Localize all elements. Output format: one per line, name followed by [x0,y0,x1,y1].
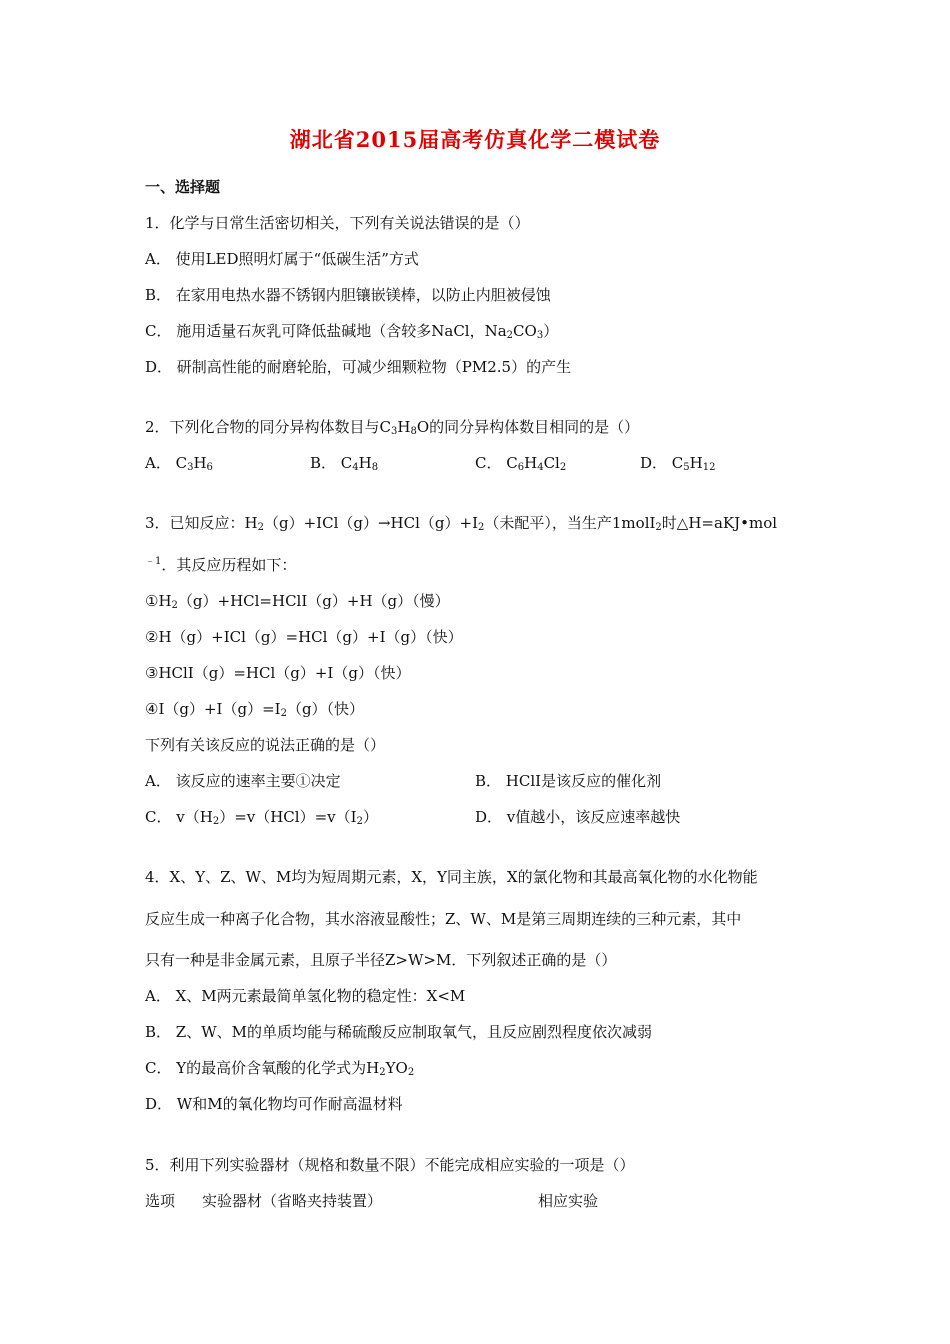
text: H [193,454,207,472]
text: ④I（g）+I（g）=I [145,700,281,718]
q3-option-b: B． HClI是该反应的催化剂 [475,772,662,790]
text: C． v（H [145,808,213,826]
text: ）=v（HCl）=v（I [219,808,357,826]
text: B． C [310,454,353,472]
text: C． C [475,454,518,472]
text: H [689,454,703,472]
subscript: 2 [257,522,265,533]
subscript: 3 [187,462,194,473]
q3-step-2: ②H（g）+ICl（g）=HCl（g）+I（g）（快） [145,628,463,646]
section-heading: 一、选择题 [145,178,221,196]
text: （未配平），当生产1molI [484,514,656,532]
subscript: 2 [356,816,363,827]
text: D． C [640,454,684,472]
text: C． Y的最高价含氧酸的化学式为H [145,1059,380,1077]
subscript: 8 [371,462,379,473]
text: （g）+ICl（g）→HCl（g）+I [264,514,479,532]
subscript: 2 [478,522,485,533]
q1-option-d: D． 研制高性能的耐磨轮胎，可减少细颗粒物（PM2.5）的产生 [145,358,572,376]
q4-stem-line1: 4．X、Y、Z、W、M均为短周期元素，X，Y同主族，X的氯化物和其最高氧化物的水化物能 [145,868,758,886]
subscript: 6 [517,462,525,473]
q5-stem: 5．利用下列实验器材（规格和数量不限）不能完成相应实验的一项是（） [145,1156,635,1174]
page-title: 湖北省2015届高考仿真化学二模试卷 [289,127,661,152]
q4-option-a: A． X、M两元素最简单氢化物的稳定性：X<M [145,987,466,1005]
q1-stem: 1．化学与日常生活密切相关，下列有关说法错误的是（） [145,214,530,232]
subscript: 4 [537,462,544,473]
text: Cl [543,454,560,472]
text: 时△H=aKJ•mol [661,514,778,532]
subscript: 3 [536,330,544,341]
subscript: 5 [683,462,690,473]
q3-stem2: 下列有关该反应的说法正确的是（） [145,736,386,754]
subscript: 2 [212,816,220,827]
q4-stem-line3: 只有一种是非金属元素，且原子半径Z>W>M．下列叙述正确的是（） [145,951,617,969]
q2-option-a [145,453,213,473]
text: ） [362,808,378,826]
q3-stem-line2 [145,555,296,575]
q2-option-b [310,453,378,473]
text: CO [513,322,537,340]
subscript: 2 [407,1067,415,1078]
subscript: 12 [702,462,716,473]
q3-stem-line1 [145,513,777,533]
text: ①H [145,592,172,610]
q2-stem [145,417,639,437]
text: 3．已知反应：H [145,514,258,532]
text: ） [543,322,559,340]
subscript: 2 [559,462,567,473]
q1-option-a: A． 使用LED照明灯属于“低碳生活”方式 [145,250,419,268]
text: O的同分异构体数目相同的是（） [416,418,640,436]
q4-stem-line2: 反应生成一种离子化合物，其水溶液显酸性；Z、W、M是第三周期连续的三种元素，其中 [145,910,742,928]
text: 2．下列化合物的同分异构体数目与C [145,418,392,436]
text: A． C [145,454,188,472]
q1-option-b: B． 在家用电热水器不锈钢内胆镶嵌镁棒，以防止内胆被侵蚀 [145,286,551,304]
text: （g）（快） [286,700,365,718]
q3-option-c [145,807,378,827]
text: H [524,454,538,472]
q3-option-a: A． 该反应的速率主要①决定 [145,772,341,790]
subscript: 3 [391,426,398,437]
subscript: 6 [206,462,213,473]
subscript: 2 [506,330,514,341]
q3-step-3: ③HClI（g）=HCl（g）+I（g）（快） [145,664,411,682]
subscript: 4 [352,462,359,473]
text: H [397,418,411,436]
q4-option-d: D． W和M的氧化物均可作耐高温材料 [145,1095,403,1113]
q3-step-4 [145,699,364,719]
subscript: 8 [410,426,417,437]
subscript: 2 [655,522,662,533]
table-header-equipment: 实验器材（省略夹持装置） [202,1192,383,1210]
subscript: 2 [280,708,287,719]
text: （g）+HCl=HClI（g）+H（g）（慢） [177,592,450,610]
q3-option-d: D． v值越小，该反应速率越快 [475,808,681,826]
q2-option-d [640,453,715,473]
q4-option-b: B． Z、W、M的单质均能与稀硫酸反应制取氧气，且反应剧烈程度依次减弱 [145,1023,652,1041]
q1-option-c [145,321,558,341]
text: YO [385,1059,408,1077]
text: C． 施用适量石灰乳可降低盐碱地（含较多NaCl，Na [145,322,507,340]
table-header-option: 选项 [145,1192,176,1210]
subscript: 2 [171,600,178,611]
q2-option-c [475,453,566,473]
text: H [358,454,372,472]
subscript: 2 [379,1067,386,1078]
text: ．其反应历程如下： [161,556,297,574]
table-header-experiment: 相应实验 [538,1192,599,1210]
q3-step-1 [145,591,450,611]
superscript: ﹣1 [145,556,162,567]
q4-option-c [145,1058,414,1078]
